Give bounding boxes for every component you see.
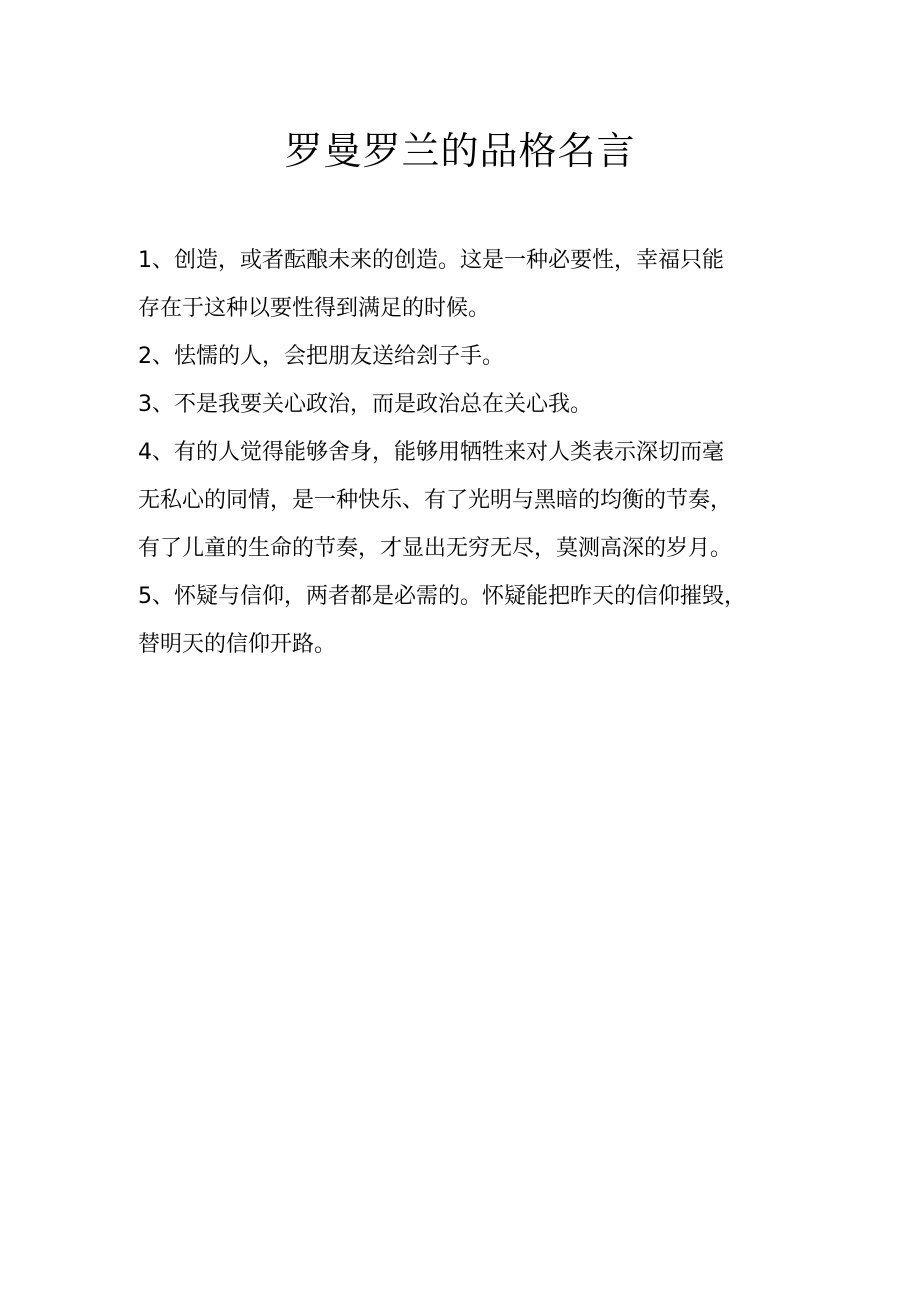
page-title: 罗曼罗兰的品格名言 xyxy=(284,129,636,173)
quote-item-1 xyxy=(138,237,798,333)
quote-line: 存在于这种以要性得到满足的时候。 xyxy=(138,296,491,321)
quote-item-5 xyxy=(138,573,798,669)
quote-line: 3、不是我要关心政治，而是政治总在关心我。 xyxy=(138,392,592,417)
quote-item-3 xyxy=(138,381,798,429)
quote-line: 无私心的同情，是一种快乐、有了光明与黑暗的均衡的节奏， xyxy=(138,488,733,513)
quote-item-4 xyxy=(138,429,798,573)
quote-line: 5、怀疑与信仰，两者都是必需的。怀疑能把昨天的信仰摧毁， xyxy=(138,584,746,609)
quote-line: 1、创造，或者酝酿未来的创造。这是一种必要性，幸福只能 xyxy=(138,248,724,273)
quote-item-2 xyxy=(138,333,798,381)
quote-line: 4、有的人觉得能够舍身，能够用牺牲来对人类表示深切而毫 xyxy=(138,440,724,465)
quote-list xyxy=(138,237,798,669)
quote-line: 有了儿童的生命的节奏，才显出无穷无尽，莫测高深的岁月。 xyxy=(138,536,733,561)
quote-line: 2、怯懦的人，会把朋友送给刽子手。 xyxy=(138,344,504,369)
quote-line: 替明天的信仰开路。 xyxy=(138,632,337,657)
